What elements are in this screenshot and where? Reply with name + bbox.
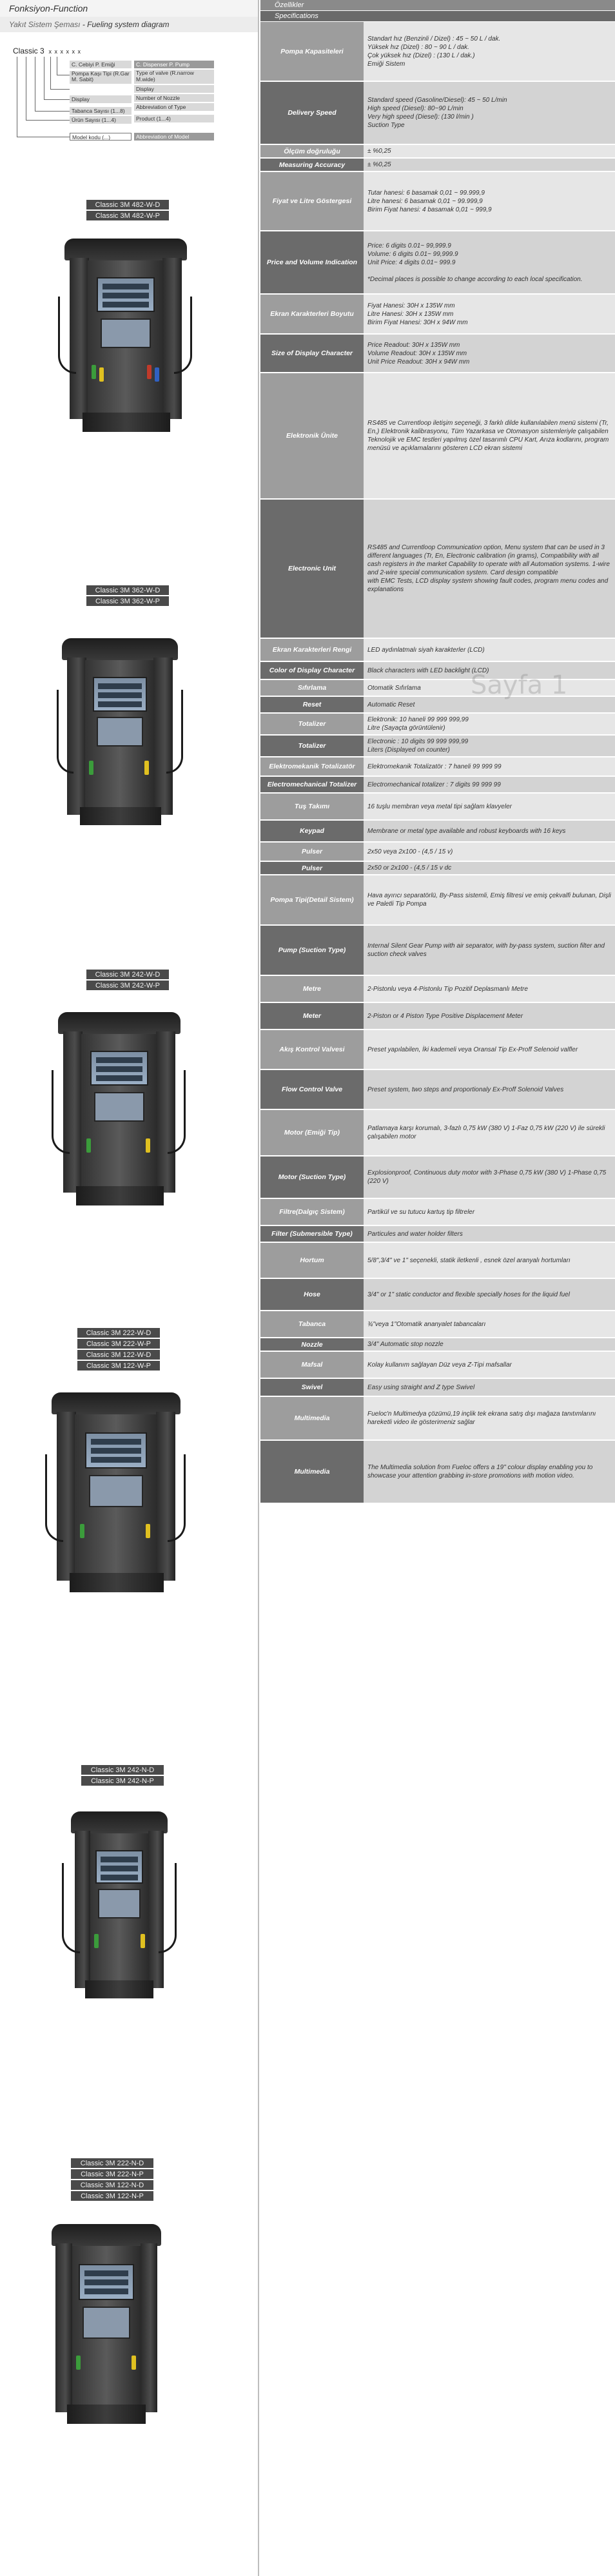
model-code-diagram [8,43,259,146]
spec-row [260,1440,615,1503]
spec-key: Motor (Suction Type) [260,1156,364,1198]
spec-key: Meter [260,1002,364,1029]
code-label-tr-0: C. Cebiyi P. Emiği [70,61,132,68]
spec-value: Elektronik: 10 haneli 99 999 999,99 Litre (Sayaçta görüntülenir) [364,713,615,735]
model-label: Classic 3M 122-N-D [71,2180,153,2191]
spec-value: 2x50 veya 2x100 - (4,5 / 15 v) [364,842,615,861]
dispenser-image-482 [64,239,187,432]
spec-value: ± %0,25 [364,144,615,158]
spec-key: Filtre(Dalgıç Sistem) [260,1198,364,1225]
spec-row [260,1156,615,1198]
spec-value: Electromechanical totalizer : 7 digits 99 999 99 [364,776,615,793]
spec-row [260,171,615,231]
model-label: Classic 3M 222-W-P [77,1339,160,1349]
spec-value: Standard speed (Gasoline/Diesel): 45 ~ 50 L/min High speed (Diesel): 80~90 L/min Very high speed (Diesel): (130 l/min ) Suction Type [364,81,615,144]
specs-header-en: Specifications [260,11,615,22]
spec-value: ¾"veya 1"Otomatik ananyalet tabancaları [364,1311,615,1338]
model-label: Classic 3M 482-W-P [86,211,169,221]
spec-key: Pump (Suction Type) [260,925,364,975]
spec-key: Ekran Karakterleri Boyutu [260,294,364,334]
spec-value: Partikül ve su tutucu kartuş tip filtreler [364,1198,615,1225]
spec-row [260,1338,615,1351]
model-label: Classic 3M 242-N-D [81,1765,164,1775]
spec-row [260,842,615,861]
spec-key: Mafsal [260,1351,364,1378]
spec-value: Fueloc'n Multimedya çözümü,19 inçlik tek ekrana satış dışı mağaza tanıtımlarını hareketli video ile gösterimeniz sağlar [364,1396,615,1440]
spec-key: Multimedia [260,1440,364,1503]
spec-key: Motor (Emiği Tip) [260,1109,364,1156]
code-label-en-3: Number of Nozzle [134,94,214,102]
code-label-tr-5: Model kodu (...) [70,133,132,141]
spec-key: Ölçüm doğruluğu [260,144,364,158]
spec-row [260,757,615,776]
code-title: Classic 3 x x x x x x [13,46,82,55]
model-label: Classic 3M 362-W-P [86,596,169,607]
spec-key: Measuring Accuracy [260,158,364,171]
code-label-en-0: C. Dispenser P. Pump [134,61,214,68]
spec-value: Price: 6 digits 0.01~ 99,999.9 Volume: 6 digits 0.01~ 99,999.9 Unit Price: 4 digits 0.01~ 999.9 *Decimal places is possible to change according to each local specification. [364,231,615,294]
spec-row [260,1278,615,1311]
spec-value: Standart hız (Benzinli / Dizel) : 45 ~ 50 L / dak. Yüksek hız (Dizel) : 80 ~ 90 L / dak. Çok yüksek hız (Dizel) : (130 L / dak.) Emiği Sistem [364,22,615,81]
spec-row [260,1198,615,1225]
spec-row [260,861,615,875]
spec-key: Price and Volume Indication [260,231,364,294]
spec-value: 2x50 or 2x100 - (4,5 / 15 v dc [364,861,615,875]
spec-key: Size of Display Character [260,334,364,373]
spec-key: Nozzle [260,1338,364,1351]
spec-value: The Multimedia solution from Fueloc offers a 19" colour display enabling you to showcase your attention grabbing in-store promotions with motion video. [364,1440,615,1503]
spec-key: Hortum [260,1242,364,1278]
function-title: Fonksiyon-Function [0,0,258,17]
spec-row [260,158,615,171]
spec-key: Akış Kontrol Valvesi [260,1029,364,1069]
specs-header-tr: Özellikler [260,0,615,11]
code-label-en-5: Product (1...4) [134,115,214,122]
spec-value: Particules and water holder filters [364,1225,615,1242]
spec-key: Multimedia [260,1396,364,1440]
spec-key: Reset [260,696,364,713]
diagram-subtitle-tr: Yakıt Sistem Şeması [9,20,81,29]
code-label-tr-3: Tabanca Sayısı (1...8) [70,107,132,115]
dispenser-image-242-n [71,1811,168,1998]
diagram-subtitle-en: - Fueling system diagram [82,20,170,29]
spec-row [260,499,615,638]
left-column [0,0,259,2576]
code-label-tr-2: Display [70,95,132,103]
spec-key: Pulser [260,842,364,861]
code-label-en-1: Type of valve (R.narrow M.wide) [134,70,214,84]
code-label-tr-4: Ürün Sayısı (1...4) [70,116,132,124]
spec-row [260,1396,615,1440]
spec-key: Tabanca [260,1311,364,1338]
spec-value: 2-Piston or 4 Piston Type Positive Displacement Meter [364,1002,615,1029]
spec-value: Membrane or metal type available and robust keyboards with 16 keys [364,820,615,842]
spec-row [260,820,615,842]
spec-key: Elektromekanik Totalizatör [260,757,364,776]
spec-value: Electronic : 10 digits 99 999 999,99 Liters (Displayed on counter) [364,735,615,757]
spec-key: Hose [260,1278,364,1311]
spec-row [260,925,615,975]
spec-key: Fiyat ve Litre Göstergesi [260,171,364,231]
code-title-text: Classic 3 [13,46,44,55]
spec-key: Pulser [260,861,364,875]
spec-row [260,1002,615,1029]
spec-row [260,975,615,1002]
spec-key: Tuş Takımı [260,793,364,820]
spec-value: RS485 ve Currentloop iletişim seçeneği, 3 farklı dilde kullanılabilen menü sistemi (Tr, En,) Elektronik kalibrasyonu, Tüm Yazarkasa ve Otomasyon sistemleriyle çalışabilen Teknolojik ve EMC testleri yapılmış özel tasarımlı CPU Kart, Arıza kodlarını, program menüsü ve açıklamalarını gösteren LCD ekran sistemi [364,373,615,499]
spec-value: Patlamaya karşı korumalı, 3-fazlı 0,75 kW (380 V) 1-Faz 0,75 kW (220 V) ile sürekli çalışabilen motor [364,1109,615,1156]
code-label-en-2: Display [134,85,214,93]
spec-value: Fiyat Hanesi: 30H x 135W mm Litre Hanesi: 30H x 135W mm Birim Fiyat Hanesi: 30H x 94W mm [364,294,615,334]
model-label: Classic 3M 362-W-D [86,585,169,596]
spec-value: Preset system, two steps and proportionaly Ex-Proff Solenoid Valves [364,1069,615,1109]
model-label: Classic 3M 242-W-P [86,981,169,991]
spec-row [260,294,615,334]
spec-row [260,1351,615,1378]
spec-value: Otomatik Sıfırlama [364,679,615,696]
spec-value: Automatic Reset [364,696,615,713]
spec-row [260,793,615,820]
spec-row [260,22,615,81]
spec-row [260,875,615,925]
spec-value: 3/4" or 1" static conductor and flexible specially hoses for the liquid fuel [364,1278,615,1311]
spec-key: Swivel [260,1378,364,1396]
spec-row [260,1069,615,1109]
spec-key: Totalizer [260,735,364,757]
spec-row [260,1311,615,1338]
spec-key: Keypad [260,820,364,842]
spec-row [260,1029,615,1069]
code-label-en-4: Abbreviation of Type [134,103,214,111]
spec-row [260,373,615,499]
model-label: Classic 3M 242-W-D [86,970,169,980]
model-label: Classic 3M 222-N-D [71,2158,153,2169]
spec-value: 3/4" Automatic stop nozzle [364,1338,615,1351]
spec-key: Delivery Speed [260,81,364,144]
code-label-en-6: Abbreviation of Model [134,133,214,141]
spec-key: Filter (Submersible Type) [260,1225,364,1242]
spec-row [260,231,615,294]
model-label: Classic 3M 242-N-P [81,1776,164,1786]
spec-row [260,1109,615,1156]
spec-value: Explosionproof, Continuous duty motor with 3-Phase 0,75 kW (380 V) 1-Phase 0,75 (220 V) [364,1156,615,1198]
spec-row [260,713,615,735]
code-label-tr-1: Pompa Kaşı Tipi (R.Gar M. Sabit) [70,71,132,84]
spec-row [260,776,615,793]
spec-row [260,144,615,158]
spec-value: Elektromekanik Totalizatör : 7 haneli 99 999 99 [364,757,615,776]
spec-value: LED aydınlatmalı siyah karakterler (LCD) [364,638,615,661]
spec-key: Metre [260,975,364,1002]
spec-key: Ekran Karakterleri Rengi [260,638,364,661]
specifications-column [260,0,615,1504]
spec-value: 2-Pistonlu veya 4-Pistonlu Tip Pozitif Deplasmanlı Metre [364,975,615,1002]
spec-value: Preset yapılabilen, İki kademeli veya Oransal Tip Ex-Proff Selenoid valfler [364,1029,615,1069]
spec-value: 5/8",3/4" ve 1" seçenekli, statik iletkenli , esnek özel aranyalı hortumları [364,1242,615,1278]
dispenser-image-362 [62,638,178,825]
spec-key: Sıfırlama [260,679,364,696]
page-watermark: Sayfa 1 [471,670,568,700]
dispenser-image-222-w [52,1392,181,1592]
diagram-subtitle [0,17,258,32]
spec-key: Elektronik Ünite [260,373,364,499]
spec-key: Pompa Kapasiteleri [260,22,364,81]
spec-key: Flow Control Valve [260,1069,364,1109]
dispenser-image-242-w [58,1012,181,1205]
specifications-table [260,22,615,1504]
dispenser-image-222-n [52,2224,161,2424]
model-label: Classic 3M 482-W-D [86,200,169,210]
spec-key: Color of Display Character [260,661,364,679]
spec-key: Totalizer [260,713,364,735]
spec-key: Electronic Unit [260,499,364,638]
spec-value: 16 tuşlu membran veya metal tipi sağlam klavyeler [364,793,615,820]
model-label: Classic 3M 122-W-P [77,1361,160,1371]
spec-value: Black characters with LED backlight (LCD) [364,661,615,679]
model-label: Classic 3M 122-N-P [71,2191,153,2201]
spec-key: Electromechanical Totalizer [260,776,364,793]
spec-key: Pompa Tipi(Detail Sistem) [260,875,364,925]
spec-value: Tutar hanesi: 6 basamak 0,01 ~ 99.999,9 Litre hanesi: 6 basamak 0,01 ~ 99.999,9 Birim Fiyat hanesi: 4 basamak 0,01 ~ 999,9 [364,171,615,231]
spec-value: Price Readout: 30H x 135W mm Volume Readout: 30H x 135W mm Unit Price Readout: 30H x 94W mm [364,334,615,373]
model-label: Classic 3M 222-W-D [77,1328,160,1338]
spec-value: Easy using straight and Z type Swivel [364,1378,615,1396]
model-label: Classic 3M 122-W-D [77,1350,160,1360]
spec-row [260,334,615,373]
spec-value: Kolay kullanım sağlayan Düz veya Z-Tipi mafsallar [364,1351,615,1378]
spec-row [260,1242,615,1278]
spec-row [260,735,615,757]
spec-value: Hava ayırıcı separatörlü, By-Pass sistemli, Emiş filtresi ve emiş çekvalfi bulunan, Dişli ve Paletli Tip Pompa [364,875,615,925]
spec-value: Internal Silent Gear Pump with air separator, with by-pass system, suction filter and suction check valves [364,925,615,975]
spec-value: ± %0,25 [364,158,615,171]
spec-row [260,1225,615,1242]
spec-value: RS485 and Currentloop Communication option, Menu system that can be used in 3 different languages (Tr, En, Electronic calibration (in grams), Compatibility with all cash registers in the market Capability to operate with all Automation systems. 1-wire and 2-wire special communication system. Card design compatible with EMC Tests, LCD display system showing fault codes, program menu codes and explanations [364,499,615,638]
spec-row [260,81,615,144]
spec-row [260,1378,615,1396]
spec-row [260,638,615,661]
model-label: Classic 3M 222-N-P [71,2169,153,2180]
